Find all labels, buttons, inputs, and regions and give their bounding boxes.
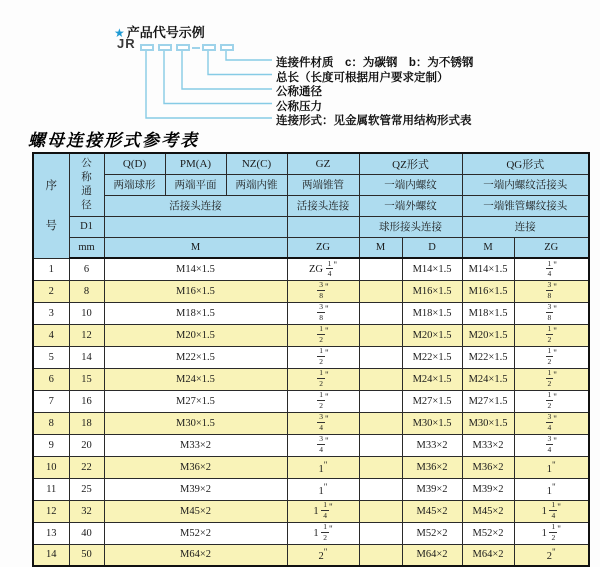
col-header-d1: D1	[69, 216, 104, 237]
cell-seq: 3	[33, 302, 69, 324]
cell-mm: 16	[69, 390, 104, 412]
unit-header-mm: mm	[69, 237, 104, 258]
cell-qz-m	[359, 258, 402, 280]
col-header-seq: 序号	[33, 153, 69, 258]
cell-seq: 13	[33, 522, 69, 544]
cell-seq: 8	[33, 412, 69, 434]
col-header-qg: QG形式	[462, 153, 589, 174]
cell-qz-m	[359, 456, 402, 478]
cell-gz-zg: 1"	[287, 478, 359, 500]
cell-qz-d: M36×2	[402, 456, 462, 478]
table-body	[33, 258, 589, 566]
header-row-1	[33, 153, 589, 174]
cell-qg-m: M33×2	[462, 434, 514, 456]
table-row	[33, 500, 589, 522]
subheader-pm: 两端平面	[165, 174, 226, 195]
cell-qz-m	[359, 522, 402, 544]
cell-qz-d: M30×1.5	[402, 412, 462, 434]
header-row-3	[33, 195, 589, 216]
cell-gz-zg: $\frac{3}{8}$ "	[287, 302, 359, 324]
cell-m: M27×1.5	[104, 390, 287, 412]
cell-qg-zg: $\frac{1}{2}$ "	[514, 368, 589, 390]
cell-qg-zg: $\frac{3}{8}$ "	[514, 302, 589, 324]
cell-qg-zg: $\frac{3}{4}$ "	[514, 412, 589, 434]
subheader-gz: 两端锥管	[287, 174, 359, 195]
col-header-nz: NZ(C)	[226, 153, 287, 174]
cell-qz-m	[359, 368, 402, 390]
cell-m: M52×2	[104, 522, 287, 544]
cell-qz-d: M33×2	[402, 434, 462, 456]
unit-header-qz-m: M	[359, 237, 402, 258]
cell-mm: 22	[69, 456, 104, 478]
cell-qz-m	[359, 302, 402, 324]
subheader-qg-connection: 连接	[462, 216, 589, 237]
cell-qg-zg: $\frac{1}{2}$ "	[514, 346, 589, 368]
cell-gz-zg: $\frac{1}{2}$ "	[287, 368, 359, 390]
header-spacer-1	[104, 216, 287, 237]
label-connector-material: 连接件材质 c：为碳钢 b：为不锈钢	[276, 57, 474, 69]
cell-qg-zg: 1"	[514, 478, 589, 500]
cell-m: M36×2	[104, 456, 287, 478]
cell-m: M16×1.5	[104, 280, 287, 302]
cell-qg-m: M18×1.5	[462, 302, 514, 324]
cell-seq: 5	[33, 346, 69, 368]
cell-qz-m	[359, 434, 402, 456]
cell-m: M20×1.5	[104, 324, 287, 346]
cell-seq: 4	[33, 324, 69, 346]
cell-mm: 20	[69, 434, 104, 456]
table-row	[33, 544, 589, 566]
unit-header-zg: ZG	[287, 237, 359, 258]
header-row-5	[33, 237, 589, 258]
cell-m: M33×2	[104, 434, 287, 456]
cell-m: M14×1.5	[104, 258, 287, 280]
cell-qz-d: M52×2	[402, 522, 462, 544]
cell-seq: 10	[33, 456, 69, 478]
cell-qg-zg: $\frac{1}{2}$ "	[514, 324, 589, 346]
cell-qg-zg: $\frac{3}{8}$ "	[514, 280, 589, 302]
label-total-length: 总长（长度可根据用户要求定制）	[276, 71, 449, 84]
cell-mm: 32	[69, 500, 104, 522]
cell-qg-m: M52×2	[462, 522, 514, 544]
cell-qg-zg: 2"	[514, 544, 589, 566]
cell-mm: 14	[69, 346, 104, 368]
subheader-union-connection: 活接头连接	[104, 195, 287, 216]
subheader-qg-2: 一端锥管螺纹接头	[462, 195, 589, 216]
col-header-qz: QZ形式	[359, 153, 462, 174]
cell-m: M24×1.5	[104, 368, 287, 390]
unit-header-m: M	[104, 237, 287, 258]
subheader-qz-connection: 球形接头连接	[359, 216, 462, 237]
cell-mm: 6	[69, 258, 104, 280]
cell-qz-d: M24×1.5	[402, 368, 462, 390]
col-header-pm: PM(A)	[165, 153, 226, 174]
subheader-gz-connection: 活接头连接	[287, 195, 359, 216]
table-row	[33, 368, 589, 390]
cell-qg-zg: $\frac{1}{2}$ "	[514, 390, 589, 412]
cell-qz-d: M18×1.5	[402, 302, 462, 324]
cell-seq: 12	[33, 500, 69, 522]
cell-seq: 1	[33, 258, 69, 280]
header-spacer-2	[287, 216, 359, 237]
table-title: 螺母连接形式参考表	[28, 131, 199, 150]
unit-header-qz-d: D	[402, 237, 462, 258]
cell-gz-zg: 2"	[287, 544, 359, 566]
subheader-qz-1: 一端内螺纹	[359, 174, 462, 195]
subheader-qg-1: 一端内螺纹活接头	[462, 174, 589, 195]
cell-qg-m: M16×1.5	[462, 280, 514, 302]
cell-qg-m: M30×1.5	[462, 412, 514, 434]
subheader-nz: 两端内锥	[226, 174, 287, 195]
cell-qz-m	[359, 500, 402, 522]
cell-qz-m	[359, 544, 402, 566]
cell-seq: 11	[33, 478, 69, 500]
cell-gz-zg: $\frac{3}{4}$ "	[287, 412, 359, 434]
cell-qg-m: M22×1.5	[462, 346, 514, 368]
cell-qg-zg: 1 $\frac{1}{4}$ "	[514, 500, 589, 522]
cell-gz-zg: $\frac{3}{4}$ "	[287, 434, 359, 456]
cell-qg-zg: 1"	[514, 456, 589, 478]
cell-qz-m	[359, 478, 402, 500]
cell-gz-zg: $\frac{1}{2}$ "	[287, 346, 359, 368]
cell-mm: 12	[69, 324, 104, 346]
cell-m: M18×1.5	[104, 302, 287, 324]
cell-qg-m: M27×1.5	[462, 390, 514, 412]
cell-mm: 25	[69, 478, 104, 500]
header-row-2	[33, 174, 589, 195]
subheader-qz-2: 一端外螺纹	[359, 195, 462, 216]
col-header-nominal-diameter: 公称通径	[69, 153, 104, 216]
cell-gz-zg: $\frac{1}{2}$ "	[287, 324, 359, 346]
cell-gz-zg: ZG $\frac{1}{4}$ "	[287, 258, 359, 280]
star-icon: ★	[114, 26, 125, 40]
product-code-example-label: 产品代号示例	[126, 25, 205, 40]
table-row	[33, 522, 589, 544]
table-row	[33, 390, 589, 412]
cell-qg-m: M20×1.5	[462, 324, 514, 346]
cell-qz-d: M20×1.5	[402, 324, 462, 346]
cell-qz-m	[359, 324, 402, 346]
cell-qz-m	[359, 346, 402, 368]
cell-qg-zg: 1 $\frac{1}{2}$ "	[514, 522, 589, 544]
cell-qg-m: M45×2	[462, 500, 514, 522]
cell-qz-d: M64×2	[402, 544, 462, 566]
label-nominal-diameter: 公称通径	[276, 86, 322, 98]
cell-seq: 9	[33, 434, 69, 456]
cell-seq: 7	[33, 390, 69, 412]
cell-gz-zg: $\frac{1}{2}$ "	[287, 390, 359, 412]
cell-gz-zg: 1"	[287, 456, 359, 478]
table-row	[33, 434, 589, 456]
cell-mm: 10	[69, 302, 104, 324]
cell-mm: 40	[69, 522, 104, 544]
col-header-gz: GZ	[287, 153, 359, 174]
subheader-q: 两端球形	[104, 174, 165, 195]
table-row	[33, 478, 589, 500]
table-row	[33, 280, 589, 302]
cell-gz-zg: 1 $\frac{1}{2}$ "	[287, 522, 359, 544]
table-row	[33, 456, 589, 478]
col-header-q: Q(D)	[104, 153, 165, 174]
cell-seq: 2	[33, 280, 69, 302]
cell-qg-zg: $\frac{3}{4}$ "	[514, 434, 589, 456]
cell-mm: 50	[69, 544, 104, 566]
cell-gz-zg: $\frac{3}{8}$ "	[287, 280, 359, 302]
product-code-prefix: JR	[117, 36, 136, 51]
cell-qz-d: M22×1.5	[402, 346, 462, 368]
cell-seq: 14	[33, 544, 69, 566]
cell-mm: 15	[69, 368, 104, 390]
cell-m: M45×2	[104, 500, 287, 522]
table-row	[33, 346, 589, 368]
cell-m: M39×2	[104, 478, 287, 500]
cell-qz-d: M14×1.5	[402, 258, 462, 280]
cell-m: M64×2	[104, 544, 287, 566]
cell-qz-d: M45×2	[402, 500, 462, 522]
nut-connection-table	[32, 152, 590, 567]
label-nominal-pressure: 公称压力	[276, 100, 322, 113]
cell-qz-d: M27×1.5	[402, 390, 462, 412]
table-row	[33, 258, 589, 280]
cell-qz-m	[359, 412, 402, 434]
cell-qz-m	[359, 390, 402, 412]
cell-qg-m: M14×1.5	[462, 258, 514, 280]
table-row	[33, 302, 589, 324]
header-row-4	[33, 216, 589, 237]
cell-qg-m: M64×2	[462, 544, 514, 566]
cell-qz-d: M16×1.5	[402, 280, 462, 302]
cell-mm: 18	[69, 412, 104, 434]
cell-seq: 6	[33, 368, 69, 390]
cell-mm: 8	[69, 280, 104, 302]
cell-m: M30×1.5	[104, 412, 287, 434]
cell-qz-m	[359, 280, 402, 302]
table-row	[33, 412, 589, 434]
cell-qz-d: M39×2	[402, 478, 462, 500]
cell-qg-m: M24×1.5	[462, 368, 514, 390]
label-connection-form: 连接形式：见金属软管常用结构形式表	[276, 115, 472, 127]
cell-gz-zg: 1 $\frac{1}{4}$ "	[287, 500, 359, 522]
unit-header-qg-zg: ZG	[514, 237, 589, 258]
cell-m: M22×1.5	[104, 346, 287, 368]
cell-qg-m: M36×2	[462, 456, 514, 478]
cell-qg-zg: $\frac{1}{4}$ "	[514, 258, 589, 280]
table-row	[33, 324, 589, 346]
unit-header-qg-m: M	[462, 237, 514, 258]
cell-qg-m: M39×2	[462, 478, 514, 500]
